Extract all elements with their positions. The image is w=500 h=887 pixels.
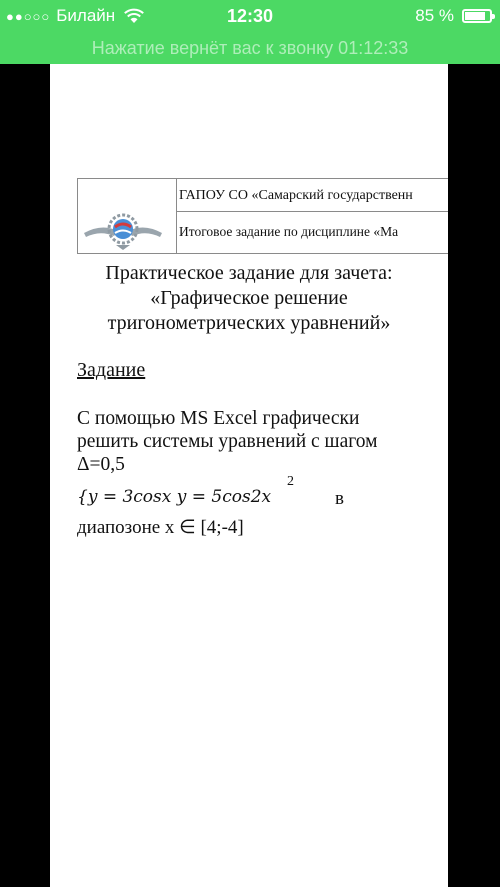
equation-system <box>77 474 437 516</box>
assignment-title <box>50 261 448 336</box>
status-right <box>415 6 492 26</box>
equation-part: 2𝑥 <box>250 487 272 507</box>
document-page[interactable] <box>50 64 448 887</box>
institution-name: ГАПОУ СО «Самарский государственн <box>179 188 413 203</box>
range-preposition: в <box>335 488 344 509</box>
carrier-name: Билайн <box>56 6 116 25</box>
document-header-table <box>77 178 448 254</box>
header-row-institution <box>177 179 448 212</box>
header-row-discipline <box>177 212 448 253</box>
signal-strength-icon: ●●○○○ <box>6 8 51 24</box>
clock: 12:30 <box>226 6 274 26</box>
equation-exponent: 2 <box>287 474 294 489</box>
status-bar <box>0 0 500 34</box>
section-heading: Задание <box>77 359 146 381</box>
institution-logo-icon <box>80 203 166 251</box>
range-text: диапозоне x ∈ [4;-4] <box>77 517 244 538</box>
logo-cell <box>78 179 177 253</box>
discipline-name: Итоговое задание по дисциплине «Ма <box>179 224 399 239</box>
equation-part: {𝑦 = 3𝑐𝑜𝑠𝑥 𝑦 = 5𝑐𝑜𝑠 <box>77 487 251 507</box>
task-description: С помощью MS Excel графически решить системы уравнений с шагом Δ=0,5 <box>77 408 378 475</box>
battery-level-fill <box>465 12 485 20</box>
title-line: «Графическое решение <box>150 287 348 309</box>
battery-icon <box>462 9 492 23</box>
title-line: Практическое задание для зачета: <box>105 262 393 284</box>
title-line: тригонометрических уравнений» <box>107 312 391 334</box>
return-to-call-banner[interactable]: Нажатие вернёт вас к звонку 01:12:33 <box>0 34 500 64</box>
battery-percentage: 85 % <box>415 6 454 25</box>
